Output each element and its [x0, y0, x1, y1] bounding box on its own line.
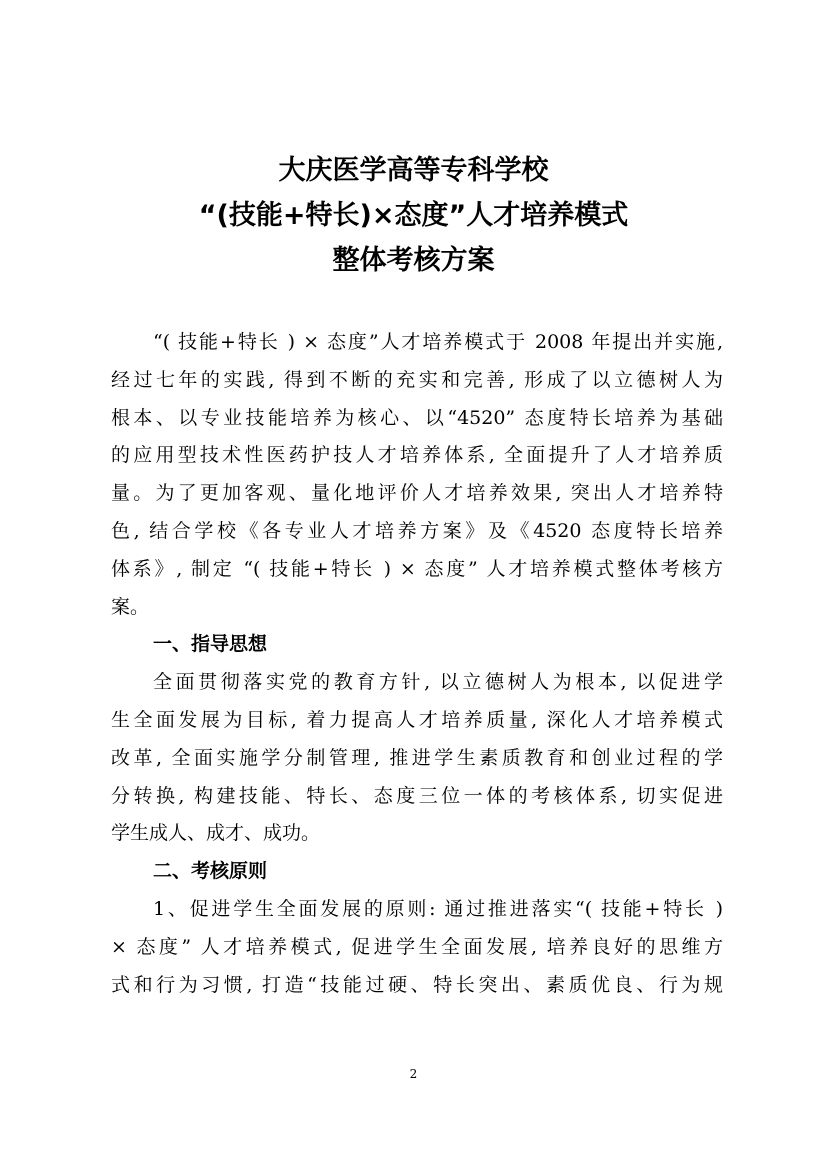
intro-paragraph	[111, 324, 723, 626]
text-line: 1、促进学生全面发展的原则: 通过推进落实“( 技能+特长 )	[153, 897, 723, 920]
title-line-plan: 整体考核方案	[332, 245, 495, 276]
text-line: 根本、以专业技能培养为核心、以“4520” 态度特长培养为基础	[111, 406, 723, 429]
text-line: 经过七年的实践, 得到不断的充实和完善, 形成了以立德树人为	[111, 368, 723, 391]
text-line: 分转换, 构建技能、特长、态度三位一体的考核体系, 切实促进	[111, 784, 723, 807]
text-line: × 态度” 人才培养模式, 促进学生全面发展, 培养良好的思维方	[111, 935, 723, 958]
guiding-ideology-paragraph	[111, 664, 723, 853]
page-number: 2	[409, 1067, 418, 1081]
text-line: 生全面发展为目标, 着力提高人才培养质量, 深化人才培养模式	[111, 708, 723, 731]
text-line: 体系》, 制定 “( 技能+特长 ) × 态度” 人才培养模式整体考核方	[111, 557, 723, 580]
assessment-principles-paragraph	[111, 891, 723, 1004]
title-line-model: “(技能+特长)×态度”人才培养模式	[198, 200, 629, 231]
text-line: 式和行为习惯, 打造“技能过硬、特长突出、素质优良、行为规	[111, 973, 723, 996]
text-line: 的应用型技术性医药护技人才培养体系, 全面提升了人才培养质	[111, 444, 723, 467]
title-line-school: 大庆医学高等专科学校	[278, 155, 549, 186]
text-line: “( 技能+特长 ) × 态度”人才培养模式于 2008 年提出并实施,	[153, 331, 723, 353]
section-heading-assessment-principles: 二、考核原则	[153, 860, 268, 883]
text-line: 改革, 全面实施学分制管理, 推进学生素质教育和创业过程的学	[111, 746, 723, 769]
text-line: 量。为了更加客观、量化地评价人才培养效果, 突出人才培养特	[111, 482, 723, 505]
section-heading-guiding-ideology: 一、指导思想	[153, 633, 268, 656]
text-line: 学生成人、成才、成功。	[111, 822, 321, 845]
text-line: 案。	[111, 595, 150, 618]
text-line: 全面贯彻落实党的教育方针, 以立德树人为根本, 以促进学	[153, 671, 723, 694]
document-body	[111, 324, 723, 1004]
text-line: 色, 结合学校《各专业人才培养方案》及《4520 态度特长培养	[111, 519, 723, 542]
document-title	[0, 148, 827, 283]
